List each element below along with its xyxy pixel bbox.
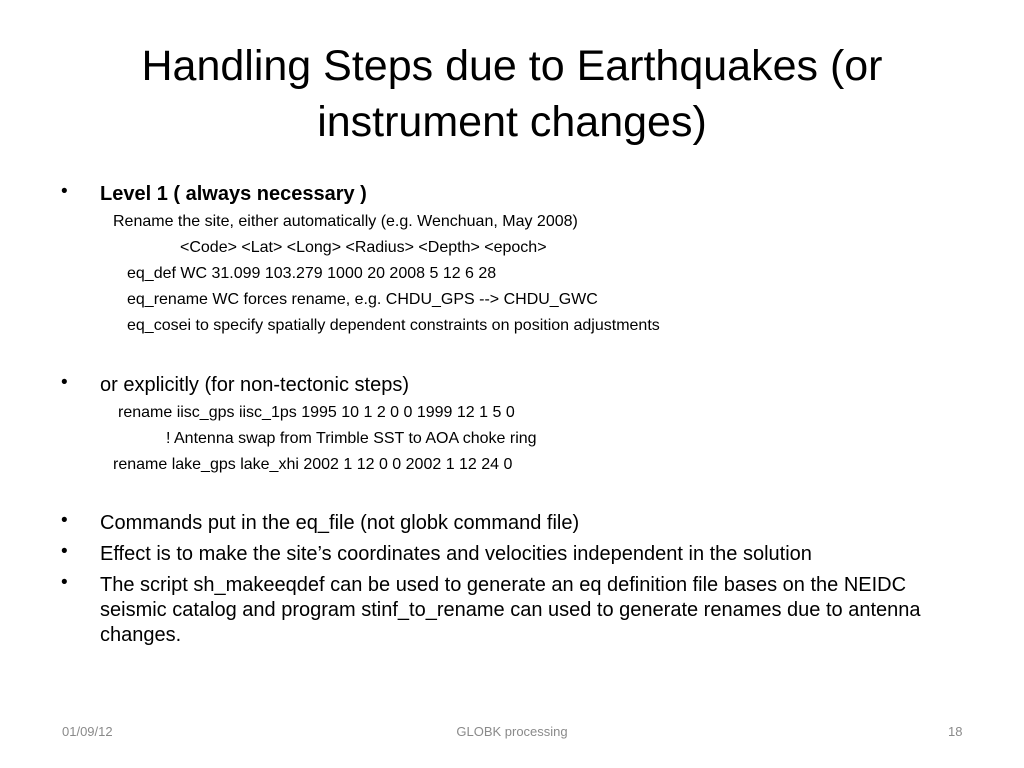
bullet-4-text: Effect is to make the site’s coordinates and velocities independent in the solution: [100, 543, 812, 565]
bullet-1-sub-5: eq_cosei to specify spatially dependent constraints on position adjustments: [127, 317, 660, 334]
bullet-1-sub-3: eq_def WC 31.099 103.279 1000 20 2008 5 12 6 28: [127, 265, 497, 282]
bullet-dot: •: [61, 181, 68, 202]
bullet-2-sub-2: ! Antenna swap from Trimble SST to AOA choke ring: [166, 430, 537, 447]
bullet-3-text: Commands put in the eq_file (not globk command file): [100, 512, 580, 534]
slide-title: Handling Steps due to Earthquakes (or instrument changes): [141, 42, 883, 146]
bullet-dot: •: [61, 541, 68, 562]
page-number: 18: [948, 724, 963, 739]
bullet-dot: •: [61, 510, 68, 531]
footer-title: GLOBK processing: [456, 724, 568, 739]
bullet-1-sub-1: Rename the site, either automatically (e.g. Wenchuan, May 2008): [113, 213, 578, 230]
bullet-2-sub-1: rename iisc_gps iisc_1ps 1995 10 1 2 0 0 1999 12 1 5 0: [118, 404, 515, 421]
bullet-2-text: or explicitly (for non-tectonic steps): [100, 374, 410, 396]
bullet-1-sub-2: <Code> <Lat> <Long> <Radius> <Depth> <epoch>: [180, 239, 547, 256]
bullet-1-text: Level 1 ( always necessary ): [100, 183, 367, 205]
bullet-1-sub-4: eq_rename WC forces rename, e.g. CHDU_GPS --> CHDU_GWC: [127, 291, 598, 308]
footer-date: 01/09/12: [62, 724, 113, 739]
bullet-dot: •: [61, 372, 68, 393]
bullet-2-sub-3: rename lake_gps lake_xhi 2002 1 12 0 0 2002 1 12 24 0: [113, 456, 513, 473]
bullet-5-text: The script sh_makeeqdef can be used to generate an eq definition file bases on the NEIDC seismic catalog and program stinf_to_rename can used to generate renames due to antenna changes.: [100, 574, 921, 646]
bullet-dot: •: [61, 572, 68, 593]
